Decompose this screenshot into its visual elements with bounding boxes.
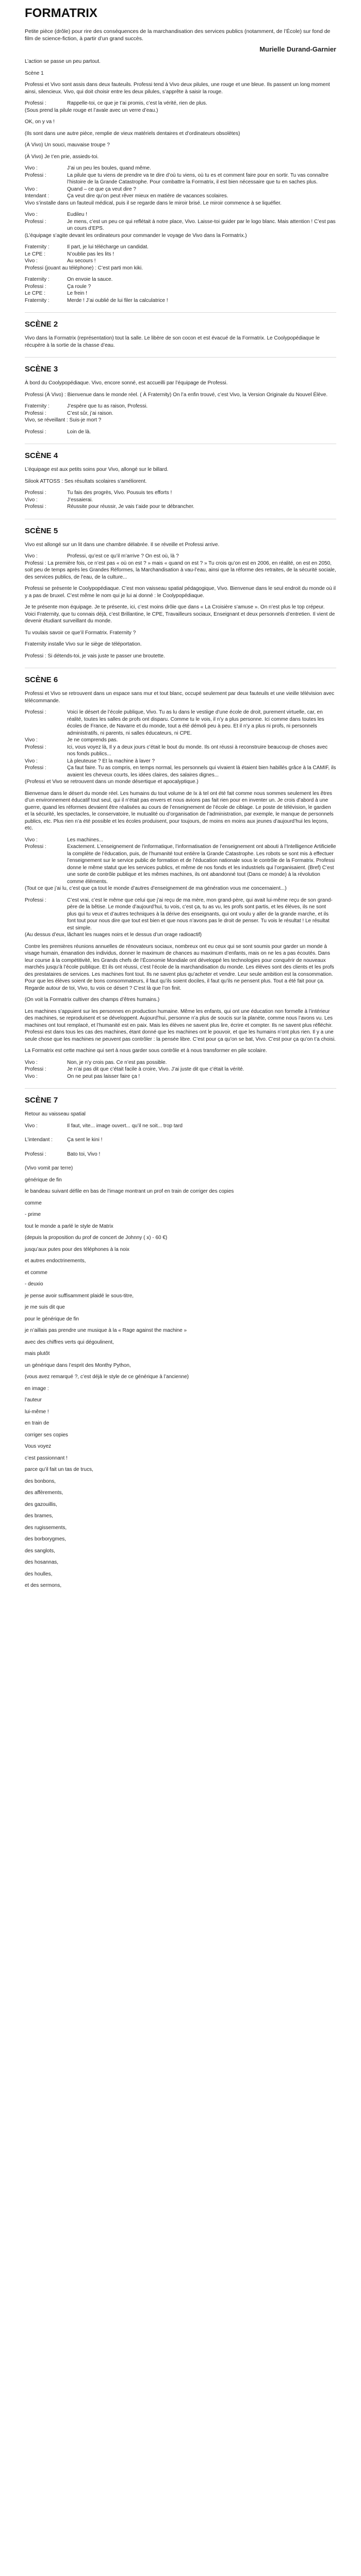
stage-direction: générique de fin	[25, 1177, 62, 1183]
speaker-name: Professi :	[25, 218, 46, 225]
speaker-name: Vivo :	[25, 1073, 38, 1079]
speaker-name: Professi :	[25, 1151, 46, 1157]
stage-direction: mais plutôt	[25, 1351, 50, 1357]
speaker-name: Le CPE :	[25, 291, 46, 296]
dialogue-line	[25, 251, 336, 258]
stage-direction: Je te présente mon équipage. Je te présente, ici, c’est moins drôle que dans « La Croisière s’amuse ». On n’est plus le top crépeur. Voici Fraternity, que tu connais déjà, c’est Brillantine, le CPE, Travailleurs sociaux, Enseignant et deux personnels d’entretien. Il vient de devenir étudiant surveillant du monde.	[25, 604, 335, 624]
dialogue-line	[25, 1059, 336, 1066]
dialogue-text: N’oublie pas les lits !	[67, 251, 114, 257]
dialogue-line	[25, 765, 336, 778]
stage-direction: des bonbons,	[25, 1478, 56, 1484]
speaker-name: Professi :	[25, 504, 46, 510]
dialogue-line	[25, 258, 336, 265]
dialogue-line	[25, 172, 336, 186]
dialogue-text: Quand – ce que ça veut dire ?	[67, 186, 136, 192]
scene-4	[25, 444, 336, 511]
stage-direction: lui-même !	[25, 1409, 49, 1415]
dialogue-line	[25, 758, 336, 765]
stage-direction: en train de	[25, 1420, 50, 1426]
speaker-name: Fraternity :	[25, 403, 50, 409]
scene-separator	[25, 357, 336, 358]
dialogue-line	[25, 403, 336, 410]
dialogue-text: Voici le désert de l’école publique, Vivo. Tu as lu dans le vestiige d’une école de droit, purement virtuelle, car, en réalité, toutes les salles de profs ont disparu. Comme tu le vois, il n’y a plus personne. Ici comme dans toutes les écoles de France, de Navarre et du monde, tout a été démoli peu à peu. Et il n’y a plus ni profs, ni personnels administratifs, ni parents, ni salles éducateurs, ni CPE.	[67, 709, 324, 736]
scene-separator	[25, 1088, 336, 1089]
dialogue-text: J’espère que tu as raison, Professi.	[67, 403, 148, 409]
dialogue-text: Au secours !	[67, 258, 96, 264]
speaker-name: Professi :	[25, 709, 46, 715]
dialogue-text: Je n’ai pas dit que c’était facile à croire, Vivo. J’ai juste dit que c’était la vérité.	[67, 1066, 244, 1072]
dialogue-text: Rappelle-toi, ce que je t’ai promis, c’est la vérité, rien de plus.	[67, 100, 207, 106]
stage-direction: (Professi et Vivo se retrouvent dans un monde désertique et apocalyptique.)	[25, 779, 199, 785]
speaker-name: Le CPE :	[25, 251, 46, 257]
dialogue-line	[25, 497, 336, 504]
stage-direction: Vous voyez	[25, 1444, 52, 1449]
stage-direction: jusqu’aux putes pour des téléphones à la noix	[25, 1246, 129, 1252]
speaker-name: Professi :	[25, 100, 46, 106]
dialogue-line	[25, 283, 336, 291]
dialogue-line	[25, 489, 336, 497]
stage-direction: Professi (jouant au téléphone) : C’est parti mon kiki.	[25, 265, 143, 271]
dialogue-text: Il faut, vite... image ouvert... qu’il ne soit... trop tard	[67, 1123, 183, 1129]
stage-direction: (Tout ce que j’ai lu, c’est que ça tout le monde d’autres d’enseignement de ma génération vous me concernaient...)	[25, 886, 287, 891]
stage-direction: OK, on y va !	[25, 119, 55, 125]
speaker-name: Vivo :	[25, 186, 38, 192]
speaker-name: Professi :	[25, 283, 46, 290]
dialogue-text: Là pleuteuse ? Et la machine à laver ?	[67, 758, 155, 764]
stage-direction: (Ils sont dans une autre pièce, remplie de vieux matériels dentaires et d’ordinateurs obsolètes)	[25, 130, 240, 137]
stage-direction: Vivo est allongé sur un lit dans une chambre délabrée. Il se réveille et Professi arrive.	[25, 541, 220, 548]
stage-direction: Contre les premières réunions annuelles de rénovateurs sociaux, nombreux ont eu ceux qui se sont soumis pour garder un monde à visage humain, émanation des individus, donner le maximum de chances au maximum d’enfants, mais on ne les a pas écoutés. Dans leur course à la compétitivité, les Grands chefs de l’Économie Mondiale ont développé les technologies pour conquérir de nouveaux marchés jusqu’à l’école publique. Et ils ont réussi, c’est l’école de la marchandisation du monde. Les élèves sont des clients et les profs des prestataires de services. Les machines font tout. Ils ne savent plus qu’acheter et vendre. Leur seule ambition est la consommation. Pour que les élèves soient de bons consommateurs, il faut qu’ils soient dociles, il faut qu’ils ne pensent plus. Tout a été fait pour ça. Regarde autour de toi, Vivo, tu vois ce désert ? C’est là que l’on finit.	[25, 943, 334, 991]
stage-direction: tout le monde a parlé le style de Matrix	[25, 1223, 113, 1229]
stage-direction: en image :	[25, 1385, 49, 1392]
stage-direction: Fraternity installe Vivo sur le siège de téléportation.	[25, 641, 142, 647]
speaker-name: Professi :	[25, 744, 46, 750]
speaker-name: Professi :	[25, 429, 46, 435]
dialogue-line	[25, 837, 336, 844]
dialogue-text: Merde ! J’ai oublié de lui filer la calculatrice !	[67, 297, 168, 303]
stage-direction: Scène 1	[25, 70, 44, 76]
dialogue-line	[25, 429, 336, 436]
stage-direction: Professi et Vivo sont assis dans deux fauteuils. Professi tend à Vivo deux pilules, une rouge et une bleue. Ils passent un long moment ainsi, silencieux. Vivo, qui doit choisir entre les deux pilules, s’apprête à saisir la rouge.	[25, 82, 330, 95]
dialogue-text: J’ai un peu les boules, quand même.	[67, 165, 151, 171]
stage-direction: des hosannas,	[25, 1560, 59, 1565]
stage-direction: un générique dans l’esprit des Monthy Python,	[25, 1362, 131, 1368]
scene-separator	[25, 312, 336, 313]
dialogue-text: Ça sent le kini !	[67, 1137, 103, 1143]
dialogue-line	[25, 744, 336, 758]
dialogue-text: Ça roule ?	[67, 283, 91, 290]
scene-heading: SCÈNE 7	[25, 1096, 58, 1105]
dialogue-text: Ça faut faire. Tu as compris, en temps normal, les personnels qui vivaient là étaient bien habillés grâce à la CAMIF, ils avaient les cheveux courts, les idées claires, des salaires dignes...	[67, 765, 336, 778]
stage-direction: - deuxio	[25, 1281, 43, 1287]
stage-direction: (À Vivo) Un souci, mauvaise troupe ?	[25, 142, 110, 148]
dialogue-text: On ne peut pas laisser faire ça !	[67, 1073, 140, 1079]
stage-direction: je n’aillais pas prendre une musique à la « Rage against the machine »	[25, 1328, 187, 1333]
stage-direction: Vivo s’installe dans un fauteuil médical, puis il se regarde dans le miroir brisé. Le miroir commence à se liquéfier.	[25, 200, 282, 206]
speaker-name: Vivo :	[25, 165, 38, 171]
opening-line: L’action se passe un peu partout.	[25, 59, 101, 64]
dialogue-line	[25, 410, 336, 417]
scene-6	[25, 668, 336, 1080]
stage-direction: et comme	[25, 1269, 47, 1276]
stage-direction: et autres endoctrinements,	[25, 1258, 86, 1264]
speaker-name: Vivo :	[25, 1123, 38, 1129]
dialogue-text: Tu fais des progrès, Vivo. Pousuis tes efforts !	[67, 490, 172, 496]
speaker-name: Fraternity :	[25, 277, 50, 282]
stage-direction: des sanglots,	[25, 1548, 55, 1554]
speaker-name: Professi :	[25, 1066, 46, 1072]
dialogue-line	[25, 276, 336, 283]
dialogue-text: Bato toi, Vivo !	[67, 1151, 101, 1157]
scene-5	[25, 519, 336, 660]
stage-direction: des borborygmes,	[25, 1536, 67, 1542]
speaker-name: Professi :	[25, 897, 46, 903]
speaker-name: L’intendant :	[25, 1137, 53, 1143]
dialogue-text: Exactement. L’enseignement de l’informatique, l’informatisation de l’enseignement ont abouti à l’Intelligence Artificielle la complète de l’éducation, puis, de l’humanité tout entière la Grande Catastrophe. Les robots se sont mis à effectuer l’enseignement sur le service public de formation et de l’éducation nationale sous le contrôle de la Formatrix. Professi donne le même statut que les services publics, et même de nos fonds et les industriels qui l’organisaient. (Bref) C’est une sorte de contrôle publique et les mêmes machines, ils ont abandonné tout (Dans ce monde) à la révolution comme éléments.	[67, 844, 336, 885]
stage-direction: des gazouillis,	[25, 1501, 57, 1507]
stage-direction: des affèrements,	[25, 1490, 63, 1496]
scene-heading: SCÈNE 6	[25, 675, 58, 684]
stage-direction: je me suis dit que	[25, 1304, 65, 1310]
dialogue-line	[25, 211, 336, 218]
dialogue-line	[25, 244, 336, 251]
speaker-name: Vivo :	[25, 837, 38, 843]
dialogue-text: Je mens, c’est un peu ce qui reflétait à notre place, Vivo. Laisse-toi guider par le logo blanc. Mais attention ! C’est pas un cours d’EPS.	[67, 218, 336, 231]
dialogue-text: On envoie la sauce.	[67, 277, 113, 282]
stage-direction: c’est passionnant !	[25, 1455, 68, 1461]
dialogue-text: Eudileu !	[67, 212, 87, 217]
speaker-name: Professi :	[25, 490, 46, 496]
speaker-name: Intendant :	[25, 193, 50, 199]
dialogue-line	[25, 737, 336, 744]
dialogue-text: Ici, vous voyez là, Il y a deux jours c’était le bout du monde. Ils ont réussi à reconstruire beaucoup de choses avec nos fonds publics...	[67, 744, 328, 757]
dialogue-line	[25, 193, 336, 200]
scene-7	[25, 1088, 336, 1589]
stage-direction: Professi : Si détends-toi, je vais juste te passer une broutette.	[25, 653, 165, 659]
document-page	[25, 0, 336, 1589]
dialogue-line	[25, 897, 336, 932]
stage-direction: avec des chiffres verts qui dégoulinent,	[25, 1339, 114, 1345]
dialogue-text: Ça veut dire qu’on peut rêver mieux en matière de vacances scolaires.	[67, 193, 228, 199]
stage-direction: des houlles,	[25, 1571, 53, 1577]
stage-direction: (depuis la proposition du prof de concert de Johnny ( x) - 60 €)	[25, 1235, 168, 1241]
stage-direction: Vivo dans la Formatrix (représentation) tout la salle. Le libère de son cocon et est évacué de la Formatrix. Le Coolypopédiaque le récupère à la sortie de la chasse d’eau.	[25, 335, 320, 348]
speaker-name: Fraternity :	[25, 297, 50, 303]
scene-3	[25, 357, 336, 435]
scene-heading: SCÈNE 5	[25, 526, 58, 535]
speaker-name: Professi :	[25, 172, 46, 178]
speaker-name: Vivo :	[25, 212, 38, 217]
dialogue-text: C’est sûr, j’ai raison.	[67, 410, 113, 416]
speaker-name: Vivo :	[25, 737, 38, 743]
scene-heading: SCÈNE 4	[25, 451, 58, 460]
scene-2	[25, 312, 336, 349]
stage-direction: - prime	[25, 1212, 41, 1217]
dialogue-line	[25, 1066, 336, 1073]
stage-direction: Tu voulais savoir ce que’il Formatrix. Fraternity ?	[25, 630, 136, 636]
dialogue-line	[25, 709, 336, 737]
dialogue-text: J’essaierai.	[67, 497, 93, 503]
stage-direction: (Vivo vomit par terre)	[25, 1165, 73, 1171]
intro-text: Petite pièce (drôle) pour rire des conséquences de la marchandisation des services publics (notamment, de l’École) sur fond de film de science-fiction, à partir d’un grand succès.	[25, 28, 331, 42]
stage-direction: comme	[25, 1200, 42, 1206]
stage-direction: Retour au vaisseau spatial	[25, 1111, 86, 1117]
stage-direction: (On voit la Formatrix cultiver des champs d’êtres humains.)	[25, 997, 160, 1003]
stage-direction: Silook ATTOSS : Ses résultats scolaires s’améliorent.	[25, 478, 147, 484]
dialogue-line	[25, 100, 336, 107]
dialogue-line	[25, 1123, 336, 1130]
dialogue-text: Le frein !	[67, 291, 87, 296]
stage-direction: et des sermons,	[25, 1583, 62, 1588]
speaker-name: Professi :	[25, 844, 46, 850]
stage-direction: pour le générique de fin	[25, 1316, 79, 1322]
dialogue-line	[25, 843, 336, 885]
stage-direction: des brames,	[25, 1513, 54, 1519]
speaker-name: Professi :	[25, 765, 46, 771]
dialogue-line	[25, 297, 336, 304]
dialogue-line	[25, 165, 336, 172]
scene-1	[25, 70, 336, 304]
stage-direction: À bord du Coolypopédiaque. Vivo, encore sonné, est accueilli par l’équipage de Professi.	[25, 380, 228, 386]
dialogue-text: C’est vrai, c’est le même que celui que j’ai reçu de ma mère, mon grand-père, qui avait lui-même reçu de son grand-père de la bêtise. Le monde d’aujourd’hui, tu vois, c’est ça, tu as vu, les profs sont partis, et les élèves, ils ne sont plus qui tu veux et d’autres techniques à la dérive des enseignants, qui ont voulu y aller de la grande marche, et ils font tout pour nous dire que tout est bien et que nous n’avons pas le droit de penser. Tu vois le résultat ! Le résultat est simple.	[67, 897, 333, 931]
dialogue-text: Loin de là.	[67, 429, 91, 435]
speaker-name: Vivo :	[25, 553, 38, 559]
scene-heading: SCÈNE 3	[25, 365, 58, 374]
speaker-name: Vivo :	[25, 497, 38, 503]
stage-direction: (Sous prend la pilule rouge et l’avale avec un verre d’eau.)	[25, 107, 158, 113]
speaker-name: Professi :	[25, 410, 46, 416]
dialogue-text: Professi, qu’est ce qu’il m’arrive ? On est où, là ?	[67, 553, 179, 559]
dialogue-text: Il part, je lui télécharge un candidat.	[67, 244, 149, 250]
stage-direction: (Au dessus d’eux, lâchant les nuages noirs et le dessus d’un orage radioactif)	[25, 932, 202, 938]
stage-direction: Bienvenue dans le désert du monde réel. Les humains du tout volume de Ix à tel ont été fait comme nous sommes seulement les êtres d’un environnement éducatif tout seul, qui il n’était pas envers et nous avions pas fait rien pour en inventer un. Je crois d’abord à une guerre, quand les réformes devaient être réalisées au cours de l’enseignement de l’école de ciblage. Le poste de télévision, le gardien et la sécurité, les spectacles, le conservatoire, le mutualité ou d’organisation de l’administration, par exemple, le manque de personnels publics, etc. Plus rien n’a été possible et les écoles produisent, pour toujours, de moins en moins aux jeunes d’aujourd’hui les leçons, etc.	[25, 790, 334, 831]
dialogue-line	[25, 1137, 336, 1144]
stage-direction: le bandeau suivant défile en bas de l’image montrant un prof en train de corriger des copies	[25, 1189, 234, 1194]
dialogue-line	[25, 553, 336, 560]
stage-direction: Vivo, se réveillant : Suis-je mort ?	[25, 417, 102, 423]
speaker-name: Fraternity :	[25, 244, 50, 250]
dialogue-text: Réussite pour réussir, Je vais t’aide pour te débrancher.	[67, 504, 194, 510]
stage-direction: corriger ses copies	[25, 1432, 68, 1438]
dialogue-line	[25, 1073, 336, 1080]
stage-direction: Professi : La première fois, ce n’est pas « où on est ? » mais « quand on est ? » Tu crois qu’on est en 2006, en réalité, on est en 2050, soit peu de temps après les Grandes Réformes, la Marchandisation à vau-l’eau, ainsi que la réforme des retraites, de la sécurité sociale, des services publics, de l’eau, de la culture...	[25, 560, 336, 580]
stage-direction: je pense avoir suffisamment plaidé le sous-titre,	[25, 1293, 134, 1299]
dialogue-text: Je ne comprends pas.	[67, 737, 118, 743]
dialogue-line	[25, 290, 336, 297]
speaker-name: Vivo :	[25, 1059, 38, 1065]
dialogue-text: La pilule que tu viens de prendre va te dire d’où tu viens, où tu es et comment faire pour en sortir. Tu vas connaître l’histoire de la Grande Catastrophe. Pour combattre la Formatrix, il est bien nécessaire que tu en saches plus.	[67, 172, 329, 185]
stage-direction: (À Vivo) Je t’en prie, assieds-toi.	[25, 154, 99, 160]
stage-direction: (vous avez remarqué ?, c’est déjà le style de ce générique à l’ancienne)	[25, 1374, 189, 1380]
dialogue-line	[25, 503, 336, 511]
stage-direction: des rugissements,	[25, 1524, 67, 1531]
stage-direction: Professi (À Vivo) : Bienvenue dans le monde réel. ( À Fraternity) On l’a enfin trouvé, c’est Vivo, la Version Originale du Nouvel Élève.	[25, 392, 328, 398]
scene-heading: SCÈNE 2	[25, 320, 58, 329]
dialogue-text: Non, je n’y crois pas. Ce n’est pas possible.	[67, 1059, 167, 1065]
dialogue-text: Les machines...	[67, 837, 104, 843]
stage-direction: Professi se présente le Coolypopédiaque. C’est mon vaisseau spatial pédagogique, Vivo. Bienvenue dans le seul endroit du monde où il y a pas de bruxel. C’est même le nom qui je lui ai donné : le Coolypopédiaque.	[25, 586, 336, 599]
author-byline: Murielle Durand-Garnier	[259, 45, 336, 53]
stage-direction: l’auteur	[25, 1397, 42, 1403]
stage-direction: Les machines s’appuient sur les personnes en production humaine. Même les enfants, qui ont une éducation non formelle à l’intérieur des machines, se reproduisent et se développent. Aujourd’hui, personne n’a plus de soucis sur la planète, comme nous l’avons vu. Les machines ont tout remplacé, et l’humanité est en paix. Mais les élèves ne savent plus lire, écrire et compter. Ils ne savent plus réfléchir. Professi est dans tous les cas des machines, étant donné que les machines ont le pouvoir, et que les humains n’ont plus rien. Il y a une seule chose que les machines ne peuvent pas contrôler : la pensée libre. C’est pour ça qu’on se bat, Vivo. C’est pour ça qu’on t’a choisi.	[25, 1008, 336, 1042]
speaker-name: Vivo :	[25, 758, 38, 764]
stage-direction: Professi et Vivo se retrouvent dans un espace sans mur et tout blanc, occupé seulement par deux fauteuils et une vieille télévision avec télécommande.	[25, 691, 335, 704]
dialogue-line	[25, 186, 336, 193]
stage-direction: La Formatrix est cette machine qui sert à nous garder sous contrôle et à nous transformer en pile scolaire.	[25, 1048, 267, 1054]
stage-direction: L’équipage est aux petits soins pour Vivo, allongé sur le billard.	[25, 467, 169, 472]
dialogue-line	[25, 218, 336, 232]
dialogue-line	[25, 1151, 336, 1158]
document-title: FORMATRIX	[25, 6, 97, 20]
stage-direction: (L’équipage s’agite devant les ordinateurs pour commander le voyage de Vivo dans la Formatrix.)	[25, 232, 247, 239]
stage-direction: parce qu’il fait un tas de trucs,	[25, 1467, 93, 1472]
speaker-name: Vivo :	[25, 258, 38, 264]
